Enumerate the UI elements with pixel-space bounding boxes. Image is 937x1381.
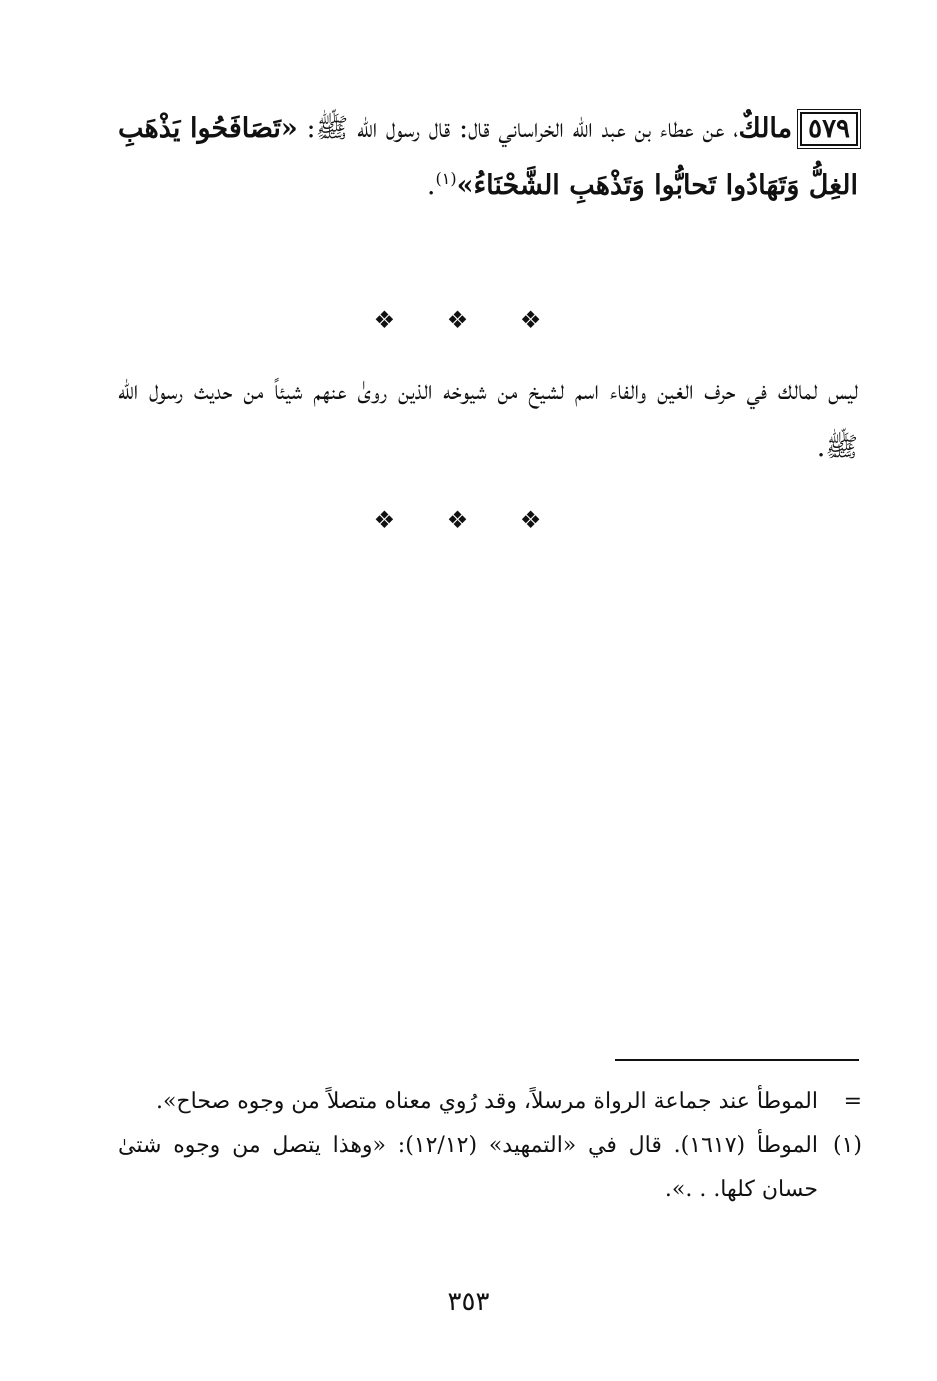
footnote-mark: (١): [832, 1133, 862, 1158]
entry-end-mark: .: [426, 170, 436, 201]
footnotes: [118, 1080, 862, 1212]
isnad-chain: ، عن عطاء بن عبد الله الخراساني قال: قال رسول الله ﷺ:: [297, 113, 739, 144]
hadith-number-badge: ٥٧٩: [800, 112, 858, 146]
footnote-reference: (١): [435, 169, 457, 188]
footnote-mark: =: [843, 1089, 862, 1114]
footnote-text: الموطأ عند جماعة الرواة مرسلاً، وقد رُوي معناه متصلاً من وجوه صحاح».: [155, 1089, 818, 1114]
footnote-item: [118, 1080, 862, 1124]
section-separator: ❖ ❖ ❖: [373, 306, 564, 334]
narrator-name: مالكٌ: [738, 113, 793, 144]
hadith-text: «تَصَافَحُوا يَذْهَبِ الغِلُّ وَتَهَادُوا تَحابُّوا وَتَذْهَبِ الشَّحْنَاءُ»: [118, 113, 858, 201]
chapter-note: ليس لمالك في حرف الغين والفاء اسم لشيخ من شيوخه الذين روىٰ عنهم شيئاً من حديث رسول الله ﷺ.: [118, 375, 858, 463]
section-separator: ❖ ❖ ❖: [373, 506, 564, 534]
footnote-text: الموطأ (١٦١٧). قال في «التمهيد» (١٢/١٢): «وهذا يتصل من وجوه شتىٰ حسان كلها. . .».: [118, 1133, 818, 1202]
footnote-divider: [615, 1059, 859, 1061]
hadith-entry: [118, 100, 858, 214]
page-number: ٣٥٣: [447, 1287, 490, 1317]
footnote-item: [118, 1124, 862, 1212]
